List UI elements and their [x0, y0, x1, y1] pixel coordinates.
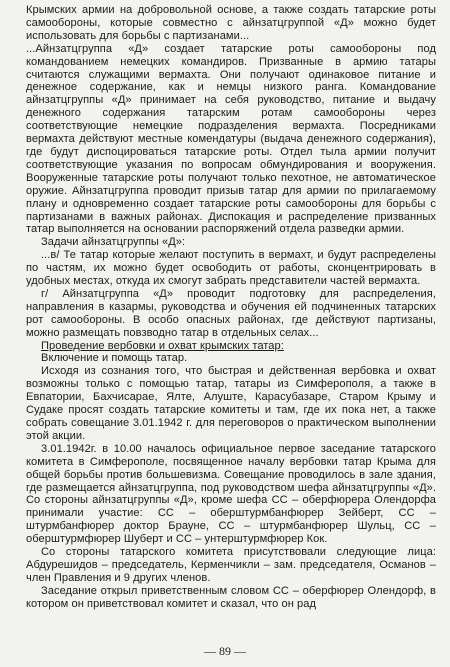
paragraph: 3.01.1942г. в 10.00 началось официальное первое заседание татарского комитета в Симферополе, посвященное началу вербовки татар Крыма для общей борьбы против большевизма. Совещание проводилось в зале здания, где размещается айнзатцгруппа, под руководством шефа айнзатцгруппы «Д». Со стороны айнзатцгруппы «Д», кроме шефа СС – оберфюрера Олендорфа принимали участие: СС – оберштурмбанфюрер Зейберт, СС – штурмбанфюрер доктор Брауне, СС – штурмбанфюрер Шульц, СС – оберштурмфюрер Шуберт и СС – унтерштурмфюрер Кок. [26, 442, 436, 546]
paragraph: Включение и помощь татар. [41, 352, 188, 365]
page-body-text [26, 4, 436, 611]
paragraph: Крымских армии на добровольной основе, а также создать татарские роты самообороны, которые совместно с айнзатцгруппой «Д» можно будет использовать для борьбы с партизанами... [26, 4, 436, 42]
paragraph: Исходя из сознания того, что быстрая и действенная вербовка и охват возможны только с помощью татар, татары из Симферополя, а также в Евпатории, Бахчисарае, Ялте, Алуште, Карасубазаре, Старом Крыму и Судаке просят создать татарские комитеты и там, где их пока нет, а также собрать совещание 3.01.1942 г. для переговоров о практическом выполнении этой акции. [26, 365, 436, 442]
paragraph: Заседание открыл приветственным словом СС – оберфюрер Олендорф, в котором он приветствовал комитет и сказал, что он рад [26, 584, 436, 610]
paragraph: г/ Айнзатцгруппа «Д» проводит подготовку для распределения, направления в казармы, руководства и обучения ей подчиненных татарских рот самообороны. В особо опасных районах, где действуют партизаны, можно размещать повзводно татар в отдельных селах... [26, 287, 436, 339]
section-heading: Проведение вербовки и охват крымских татар: [41, 339, 284, 352]
paragraph: Задачи айнзатцгруппы «Д»: [41, 236, 186, 249]
paragraph: ...в/ Те татар которые желают поступить в вермахт, и будут распределены по частям, их можно будет освободить от работы, сконцентрировать в удобных местах, откуда их смогут забрать представители частей вермахта. [26, 249, 436, 288]
page-number: — 89 — [204, 644, 246, 658]
paragraph: Со стороны татарского комитета присутствовали следующие лица: Абдурешидов – председатель, Керменчикли – зам. председателя, Османов – член Правления и 9 других членов. [26, 546, 436, 584]
paragraph: ...Айнзатцгруппа «Д» создает татарские роты самообороны под командованием немецких командиров. Призванные в армию татары считаются служащими вермахта. Они получают одинаковое питание и денежное содержание, как и немцы низкого ранга. Командование айнзатцгруппы «Д» принимает на себя руководство, питание и выдачу денежного содержания татарским ротам самообороны через соответствующие немецкие подразделения вермахта. Посредниками вермахта действуют местные комендатуры (выдача денежного содержания), где будут диспоцироваться татарские роты. Отдел тыла армии получит соответствующие указания по вопросам обмундирования и вооружения. Вооруженные татарские роты получают только пехотное, не автоматическое оружие. Айнзатцгруппа проводит призыв татар для армии по прилагаемому плану и одновременно создает татарские роты самообороны для борьбы с партизанами в важных районах. Диспокация и распределение призванных татар выполняется на основании распоряжений отдела разведки армии. [26, 42, 436, 236]
